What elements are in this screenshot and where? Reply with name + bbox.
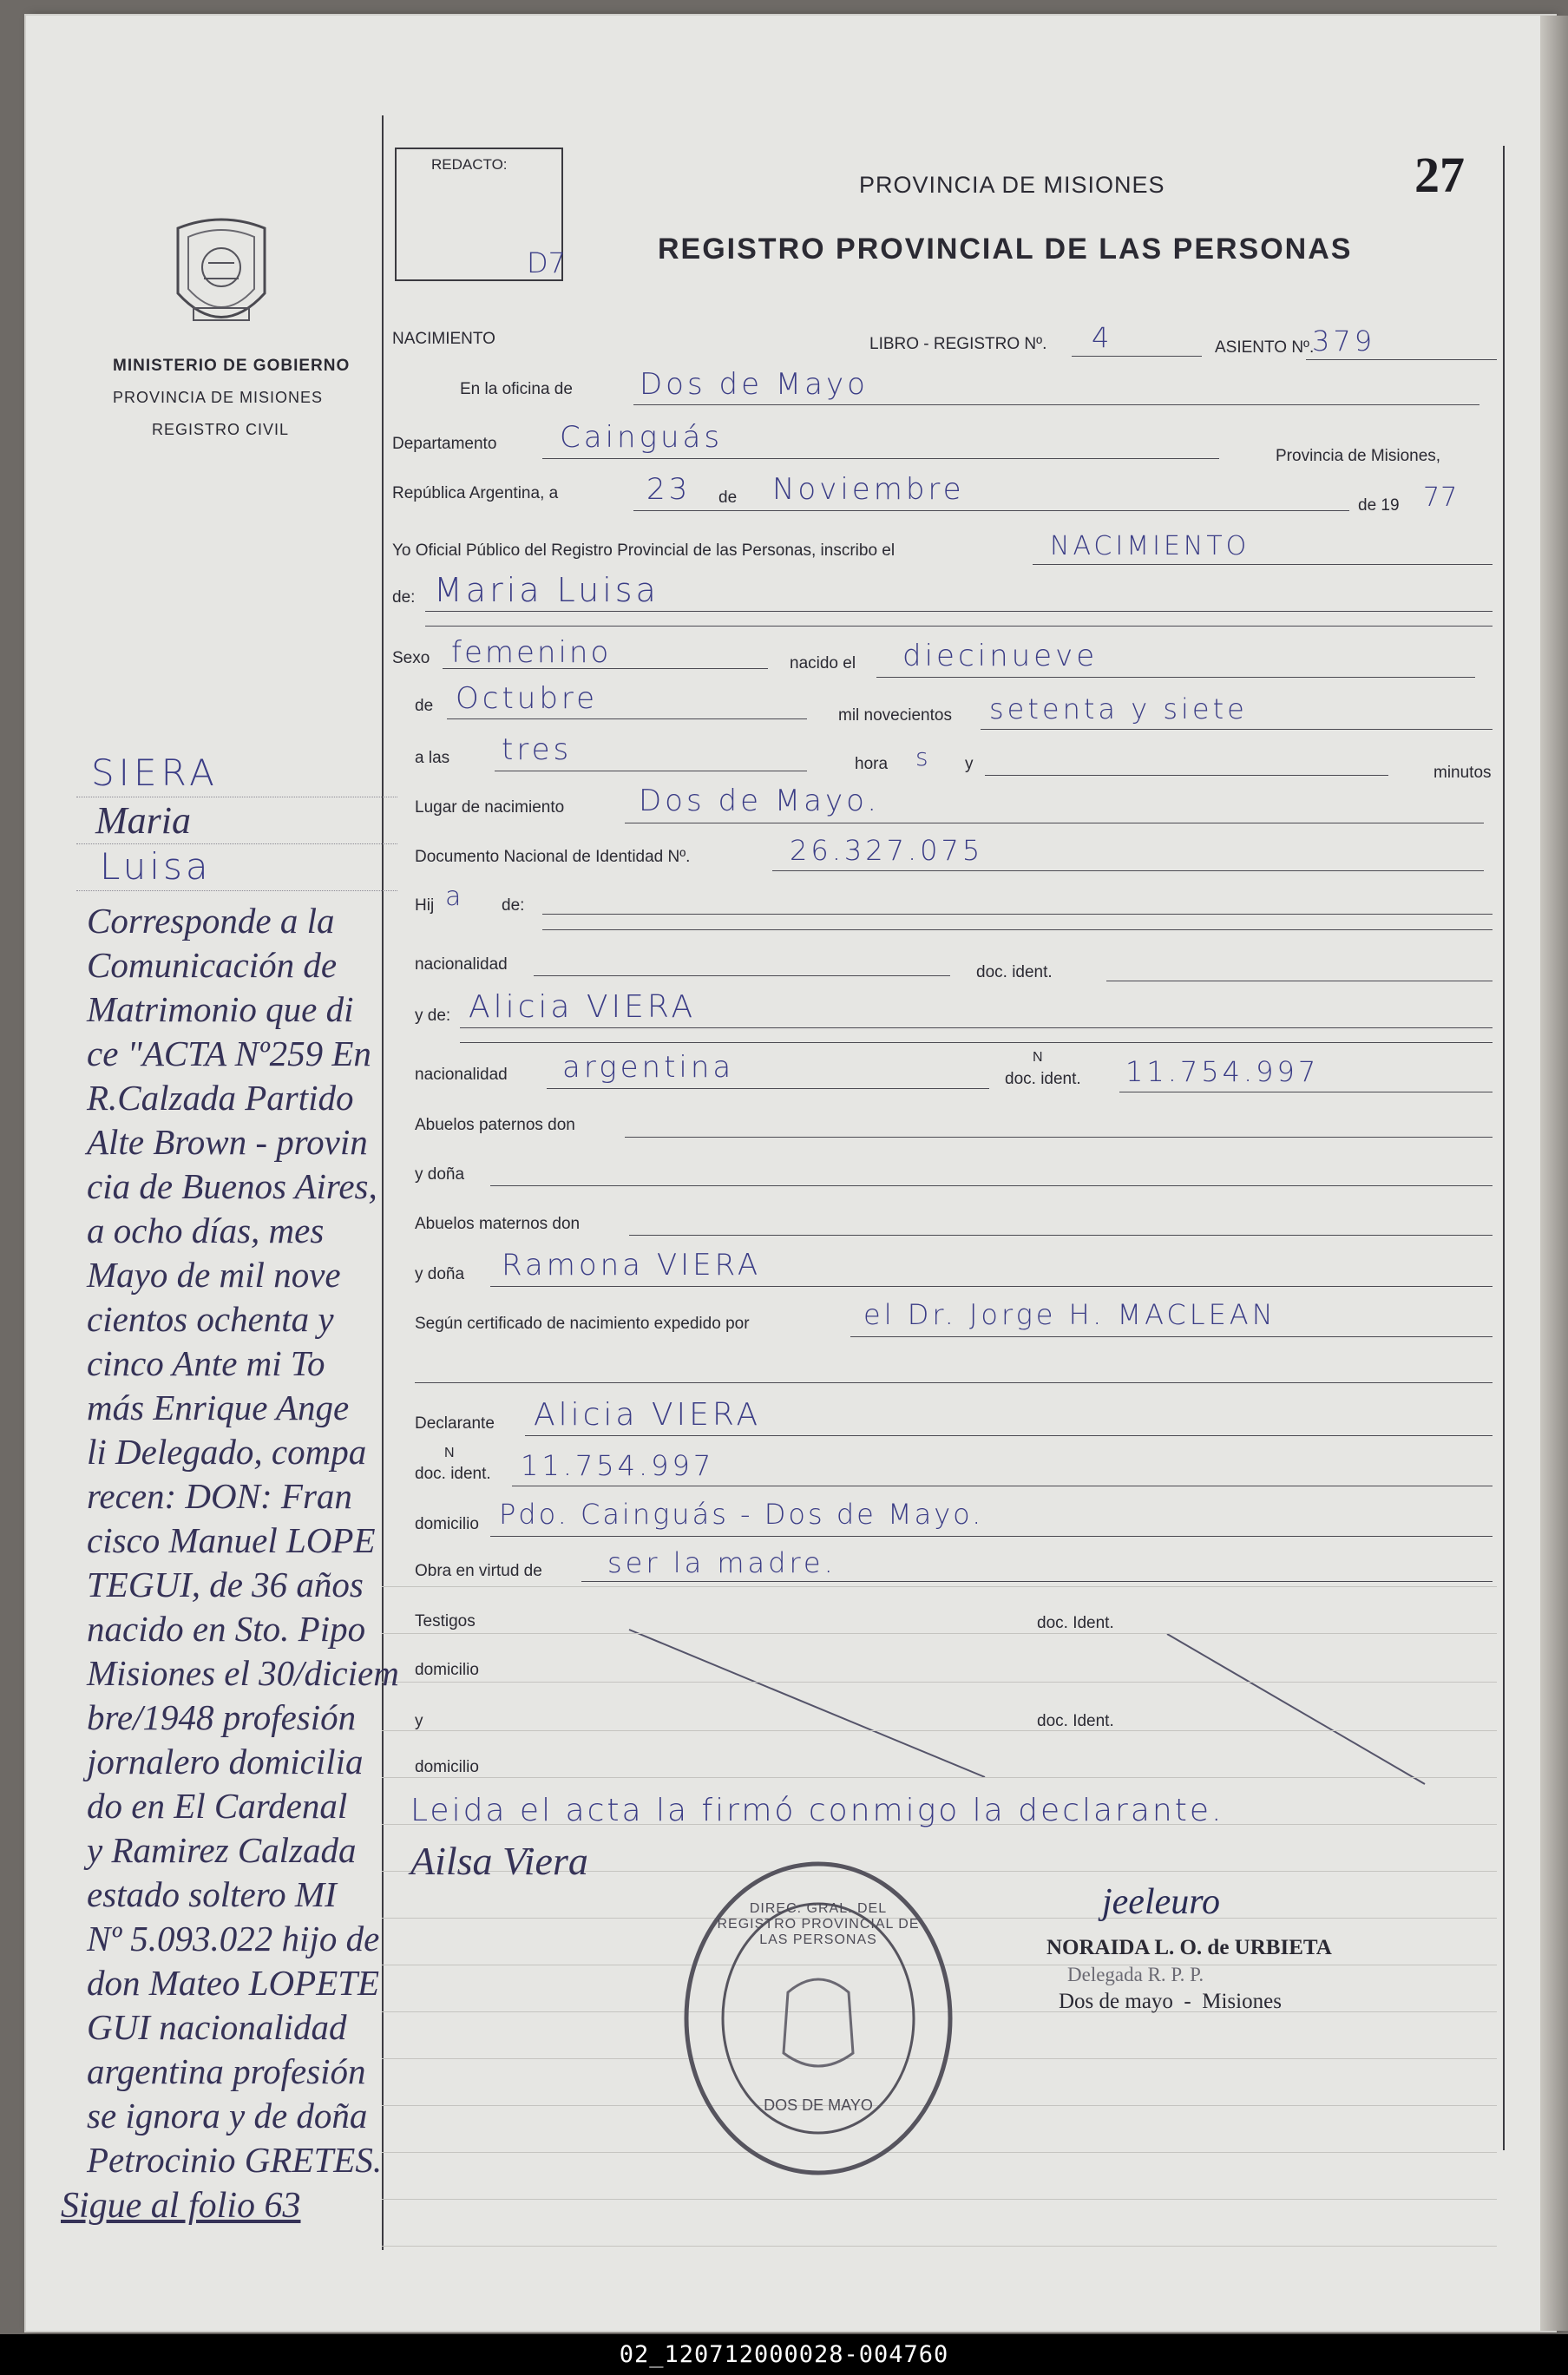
margin-line: Misiones el 30/diciem [87, 1653, 399, 1693]
margin-line: Comunicación de [87, 945, 338, 985]
margin-line: bre/1948 profesión [87, 1697, 357, 1737]
hora-label: hora [855, 755, 889, 773]
anio-label: de 19 [1358, 496, 1400, 515]
province-header: PROVINCIA DE MISIONES [859, 172, 1165, 198]
leida-value: Leida el acta la firmó conmigo la declarante. [410, 1793, 1224, 1828]
nac-mes-value: Octubre [456, 681, 599, 716]
madre-nac-value: argentina [562, 1050, 735, 1085]
official-signature: jeeleuro [1102, 1882, 1221, 1922]
register-page [26, 16, 1555, 2331]
hij-de-label: de: [502, 896, 525, 915]
abuela-mat-value: Ramona VIERA [502, 1248, 762, 1283]
oficina-label: En la oficina de [460, 380, 573, 398]
certificado-label: Según certificado de nacimiento expedido por [415, 1315, 750, 1333]
margin-line: recen: DON: Fran [87, 1476, 352, 1516]
dni-value: 26.327.075 [790, 834, 984, 867]
margin-line: jornalero domicilia [87, 1742, 364, 1781]
lugar-label: Lugar de nacimiento [415, 798, 565, 817]
madre-doc-label: doc. ident. [1005, 1070, 1081, 1088]
nac-de-label: de [415, 697, 434, 715]
redacto-mark: D7 [527, 246, 566, 279]
act-type-label: NACIMIENTO [392, 330, 495, 348]
margin-line: R.Calzada Partido [87, 1078, 354, 1118]
official-title: Delegada R. P. P. [1067, 1964, 1204, 1985]
y-dona2-label: y doña [415, 1265, 465, 1283]
margin-line: don Mateo LOPETE [87, 1963, 380, 2003]
obra-label: Obra en virtud de [415, 1562, 542, 1580]
margin-footer: Sigue al folio 63 [61, 2186, 301, 2226]
margin-line: estado soltero MI [87, 1874, 337, 1914]
official-place: Dos de mayo - Misiones [1059, 1990, 1282, 2013]
margin-line: cisco Manuel LOPE [87, 1520, 376, 1560]
page-number: 27 [1414, 147, 1465, 203]
nacionalidad-label: nacionalidad [415, 955, 508, 974]
republica-label: República Argentina, a [392, 484, 559, 502]
test-dom2-label: domicilio [415, 1758, 479, 1776]
margin-line: li Delegado, compa [87, 1432, 367, 1472]
margin-line: y Ramirez Calzada [87, 1830, 357, 1870]
scan-id-bar: 02_120712000028-004760 [0, 2334, 1568, 2375]
mes-value: Noviembre [772, 472, 965, 507]
margin-line: do en El Cardenal [87, 1786, 348, 1826]
nombre-value: Maria Luisa [434, 571, 659, 609]
sexo-value: femenino [451, 635, 612, 670]
madre-doc-n: N [1033, 1050, 1043, 1065]
official-stamp [675, 1853, 961, 2183]
domicilio-label: domicilio [415, 1515, 479, 1533]
margin-name-1: SIERA [91, 751, 219, 794]
margin-line: Corresponde a la [87, 901, 335, 941]
anio-value: 77 [1423, 482, 1459, 513]
inscribo-label: Yo Oficial Público del Registro Provincial de las Personas, inscribo el [392, 541, 896, 560]
sexo-label: Sexo [392, 649, 430, 667]
margin-name-2: Maria [95, 799, 191, 842]
decl-doc-n: N [444, 1446, 455, 1460]
civil-registry-label: REGISTRO CIVIL [152, 421, 290, 438]
declarante-signature: Ailsa Viera [410, 1839, 588, 1883]
margin-line: ce "ACTA Nº259 En [87, 1033, 371, 1073]
abuelos-pat-label: Abuelos paternos don [415, 1116, 575, 1134]
page-edge [1540, 16, 1568, 2331]
libro-value: 4 [1092, 321, 1113, 354]
departamento-value: Cainguás [560, 420, 724, 455]
margin-line: se ignora y de doña [87, 2096, 368, 2136]
alas-label: a las [415, 749, 450, 767]
registry-title: REGISTRO PROVINCIAL DE LAS PERSONAS [658, 233, 1353, 266]
left-province-label: PROVINCIA DE MISIONES [113, 389, 324, 406]
margin-line: TEGUI, de 36 años [87, 1565, 364, 1604]
madre-value: Alicia VIERA [469, 989, 697, 1025]
provincia-label: Provincia de Misiones, [1276, 447, 1441, 465]
margin-line: argentina profesión [87, 2051, 366, 2091]
margin-line: Nº 5.093.022 hijo de [87, 1919, 380, 1958]
dia-value: 23 [646, 472, 692, 507]
de-label: de [718, 489, 738, 507]
margin-line: nacido en Sto. Pipo [87, 1609, 366, 1649]
margin-line: más Enrique Ange [87, 1388, 350, 1427]
test-dom-label: domicilio [415, 1661, 479, 1679]
testigos-label: Testigos [415, 1612, 476, 1630]
doc-ident-label: doc. ident. [976, 963, 1053, 981]
margin-line: Matrimonio que di [87, 989, 354, 1029]
hij-label: Hij [415, 896, 435, 915]
margin-line: a ocho días, mes [87, 1210, 325, 1250]
margin-line: cientos ochenta y [87, 1299, 334, 1339]
oficina-value: Dos de Mayo [640, 367, 869, 402]
stamp-inner-text: DOS DE MAYO [764, 2096, 873, 2114]
y-de-label: y de: [415, 1007, 451, 1025]
nacido-label: nacido el [790, 654, 856, 672]
margin-name-3: Luisa [100, 845, 212, 888]
margin-line: GUI nacionalidad [87, 2007, 347, 2047]
y-label: y [965, 755, 974, 773]
nombre-label: de: [392, 588, 416, 607]
dni-label: Documento Nacional de Identidad Nº. [415, 848, 691, 866]
decl-doc-value: 11.754.997 [521, 1449, 715, 1482]
margin-line: Mayo de mil nove [87, 1255, 341, 1295]
certificado-value: el Dr. Jorge H. MACLEAN [863, 1298, 1276, 1331]
domicilio-value: Pdo. Cainguás - Dos de Mayo. [499, 1498, 984, 1531]
abuelos-mat-label: Abuelos maternos don [415, 1215, 581, 1233]
madre-nac-label: nacionalidad [415, 1066, 508, 1084]
decl-doc-label: doc. ident. [415, 1465, 491, 1483]
margin-line: cia de Buenos Aires, [87, 1166, 377, 1206]
y2-label: y [415, 1712, 423, 1730]
hora-s: s [915, 743, 932, 771]
libro-label: LIBRO - REGISTRO Nº. [869, 335, 1047, 353]
redacto-label: REDACTO: [431, 156, 508, 173]
asiento-label: ASIENTO Nº. [1215, 338, 1315, 357]
declarante-label: Declarante [415, 1414, 495, 1433]
ministry-label: MINISTERIO DE GOBIERNO [113, 357, 351, 375]
official-name: NORAIDA L. O. de URBIETA [1046, 1936, 1332, 1959]
hora-value: tres [502, 732, 573, 767]
hij-suffix: a [445, 882, 462, 912]
margin-line: Alte Brown - provin [87, 1122, 368, 1162]
inscribo-value: NACIMIENTO [1050, 531, 1250, 561]
nacido-value: diecinueve [902, 639, 1099, 673]
asiento-value: 379 [1312, 325, 1376, 358]
obra-value: ser la madre. [607, 1546, 836, 1579]
margin-line: cinco Ante mi To [87, 1343, 325, 1383]
test-doc2-label: doc. Ident. [1037, 1712, 1114, 1730]
madre-doc-value: 11.754.997 [1125, 1055, 1320, 1088]
lugar-value: Dos de Mayo. [639, 784, 881, 818]
stamp-ring-text: DIREC. GRAL. DEL REGISTRO PROVINCIAL DE LAS PERSONAS [717, 1901, 920, 1947]
declarante-value: Alicia VIERA [534, 1397, 762, 1433]
mil-label: mil novecientos [838, 706, 952, 725]
y-dona-label: y doña [415, 1165, 465, 1184]
test-doc-label: doc. Ident. [1037, 1614, 1114, 1632]
margin-line: Petrocinio GRETES. [87, 2140, 383, 2180]
minutos-label: minutos [1434, 764, 1492, 782]
departamento-label: Departamento [392, 435, 497, 453]
mil-value: setenta y siete [989, 692, 1248, 725]
